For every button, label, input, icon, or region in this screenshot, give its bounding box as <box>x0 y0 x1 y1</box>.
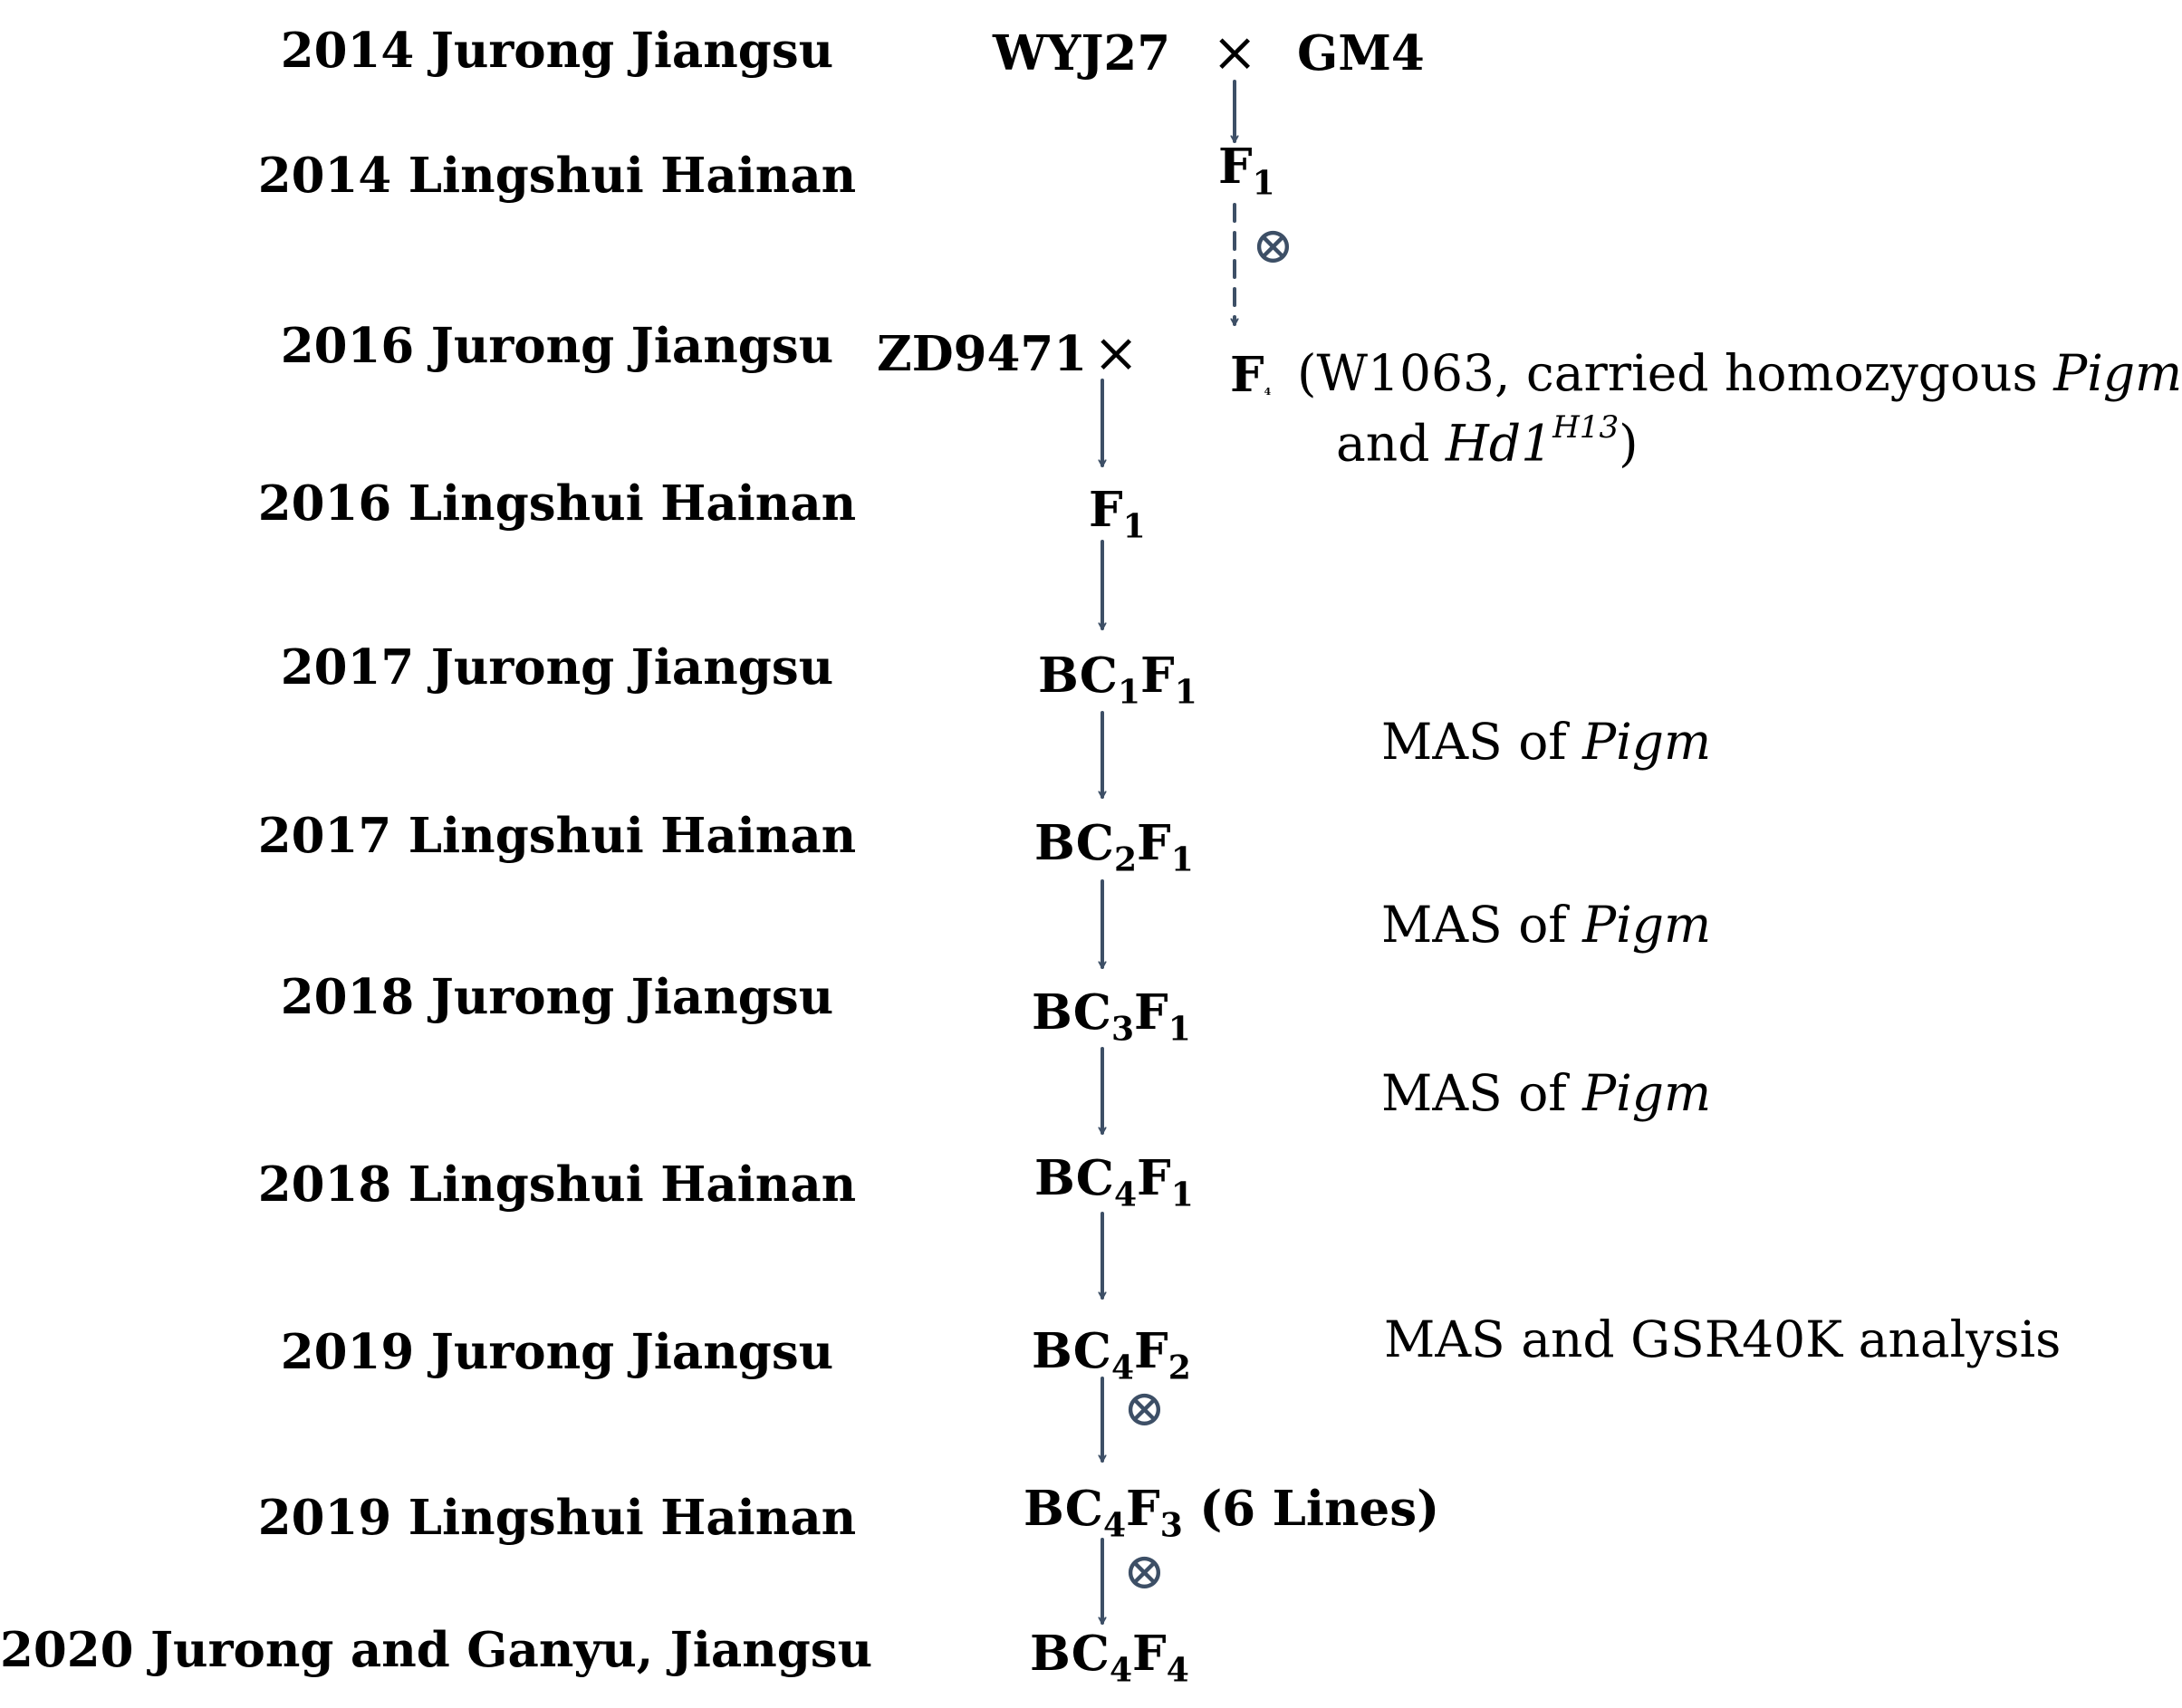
year-label: 2017 Jurong Jiangsu <box>280 639 834 696</box>
parent-zd9471: ZD9471 <box>877 326 1088 382</box>
year-label: 2019 Jurong Jiangsu <box>280 1324 834 1380</box>
generation-bc2f1: $BC_2F_1$ <box>1034 815 1194 879</box>
year-label: 2018 Lingshui Hainan <box>257 1156 857 1213</box>
w1063-description-line2: and $Hd1^{H13}$) <box>1336 409 1639 473</box>
generation-bc3f1: $BC_3F_1$ <box>1032 984 1191 1049</box>
year-label: 2014 Jurong Jiangsu <box>280 23 834 79</box>
generation-bc4f2: $BC_4F_2$ <box>1032 1323 1191 1387</box>
parent-gm4: GM4 <box>1297 25 1425 82</box>
generation-bc4f4: $BC_4F_4$ <box>1030 1626 1189 1690</box>
generation-bc4f1: $BC_4F_1$ <box>1034 1150 1194 1214</box>
cross-symbol: × <box>1093 321 1139 385</box>
mas-label: MAS of Pigm <box>1381 713 1712 771</box>
cross-symbol: × <box>1212 21 1258 84</box>
year-label: 2017 Lingshui Hainan <box>257 808 857 864</box>
selfing-icon: ⊗ <box>1123 1542 1166 1601</box>
generation-bc1f1: $BC_1F_1$ <box>1038 648 1197 712</box>
generation-f1-top: $F_1$ <box>1218 139 1275 203</box>
line-count-note: (6 Lines) <box>1199 1481 1440 1537</box>
selfing-icon: ⊗ <box>1123 1379 1166 1438</box>
year-label: 2018 Jurong Jiangsu <box>280 969 834 1025</box>
generation-f1-mid: $F_1$ <box>1089 482 1146 546</box>
year-label: 2016 Lingshui Hainan <box>257 475 857 532</box>
w1063-description-line1: (W1063, carried homozygous Pigm <box>1297 344 2182 402</box>
generation-bc4f3: $BC_4F_3$ (6 Lines) <box>1024 1481 1440 1545</box>
year-label: 2016 Jurong Jiangsu <box>280 318 834 374</box>
year-label: 2014 Lingshui Hainan <box>257 148 857 204</box>
mas-gsr40k-label: MAS and GSR40K analysis <box>1384 1310 2062 1368</box>
year-label: 2020 Jurong and Ganyu, Jiangsu <box>0 1622 873 1678</box>
generation-f4: $F_4$ <box>1230 347 1272 403</box>
mas-label: MAS of Pigm <box>1381 896 1712 954</box>
selfing-icon: ⊗ <box>1252 216 1294 275</box>
mas-label: MAS of Pigm <box>1381 1064 1712 1122</box>
parent-wyj27: WYJ27 <box>993 25 1171 82</box>
year-label: 2019 Lingshui Hainan <box>257 1490 857 1546</box>
